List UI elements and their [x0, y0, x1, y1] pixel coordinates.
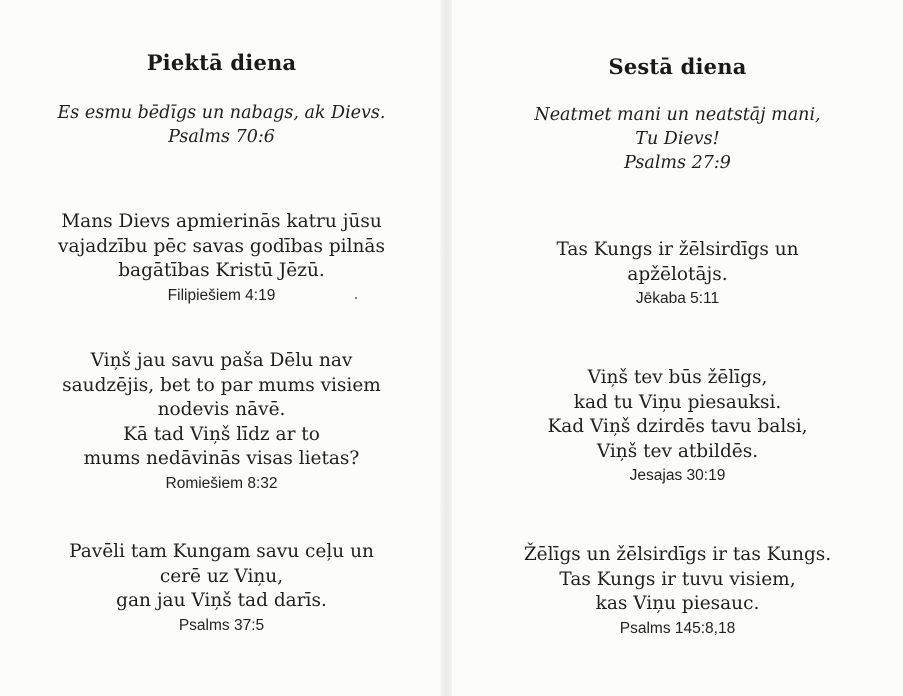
verse-line: Tas Kungs ir tuvu visiem,	[559, 568, 796, 590]
left-verse-3	[0, 540, 443, 637]
ink-speck	[355, 297, 357, 299]
right-verse-3	[452, 543, 903, 640]
verse-line: kad tu Viņu piesauksi.	[573, 391, 782, 413]
left-verse-1	[0, 210, 443, 307]
verse-line: vajadzību pēc savas godības pilnās	[58, 235, 385, 257]
verse-line: kas Viņu piesauc.	[595, 593, 760, 614]
left-page	[0, 0, 443, 696]
verse-line: gan jau Viņš tad darīs.	[116, 590, 327, 611]
verse-line: Viņš tev būs žēlīgs,	[587, 367, 768, 388]
left-verse-2	[0, 349, 443, 495]
epigraph-line: Neatmet mani un neatstāj mani,	[534, 105, 821, 125]
verse-line: Viņš tev atbildēs.	[596, 440, 759, 462]
left-heading-block	[0, 50, 443, 75]
verse-line: bagātības Kristū Jēzū.	[118, 260, 325, 281]
verse-line: apžēlotājs.	[627, 263, 728, 285]
verse-line: Kad Viņš dzirdēs tavu balsi,	[547, 416, 808, 437]
verse-reference: Jēkaba 5:11	[635, 290, 720, 307]
verse-reference: Psalms 37:5	[178, 616, 265, 634]
verse-line: Tas Kungs ir žēlsirdīgs un	[556, 239, 799, 260]
right-verse-1	[452, 238, 903, 310]
verse-line: Mans Dievs apmierinās katru jūsu	[61, 211, 382, 232]
verse-reference: Filipiešiem 4:19	[167, 286, 276, 304]
right-page	[452, 0, 903, 696]
verse-line: Pavēli tam Kungam savu ceļu un	[69, 541, 374, 562]
verse-reference: Romiešiem 8:32	[165, 474, 278, 492]
verse-reference: Psalms 145:8,18	[619, 619, 736, 637]
verse-line: cerē uz Viņu,	[159, 565, 284, 587]
verse-reference: Jesajas 30:19	[629, 467, 726, 484]
epigraph-reference: Psalms 70:6	[168, 127, 275, 147]
left-epigraph	[0, 101, 443, 149]
epigraph-line: Tu Dievs!	[635, 129, 720, 149]
verse-line: Viņš jau savu paša Dēlu nav	[90, 350, 353, 371]
right-heading-block	[452, 54, 903, 79]
verse-line: Žēlīgs un žēlsirdīgs ir tas Kungs.	[523, 544, 832, 565]
epigraph-line: Es esmu bēdīgs un nabags, ak Dievs.	[57, 103, 386, 123]
verse-line: Kā tad Viņš līdz ar to	[123, 423, 320, 445]
epigraph-reference: Psalms 27:9	[624, 153, 731, 173]
verse-line: mums nedāvinās visas lietas?	[83, 448, 360, 469]
right-epigraph	[452, 103, 903, 175]
page-title: Piektā diena	[146, 50, 297, 75]
page-title: Sestā diena	[608, 54, 747, 79]
verse-line: saudzējis, bet to par mums visiem	[62, 374, 381, 396]
verse-line: nodevis nāvē.	[157, 399, 286, 420]
right-verse-2	[452, 366, 903, 487]
